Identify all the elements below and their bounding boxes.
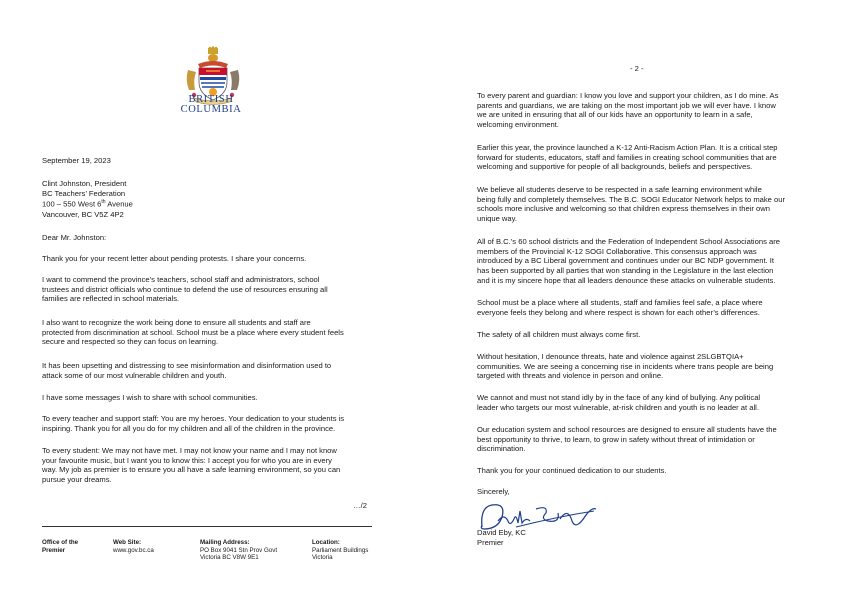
paragraph-line: It has been upsetting and distressing to see misinformation and disinformation used to (42, 361, 332, 370)
paragraph-line: discrimination. (477, 444, 526, 454)
letter-paragraph (42, 318, 344, 347)
paragraph-line: welcoming environment. (477, 120, 559, 130)
closing: Sincerely, (477, 487, 510, 496)
paragraph-line: parents and guardians, we are taking on the most important job we will ever have. I know (477, 100, 776, 110)
paragraph-line: and it is my sincere hope that all leaders denounce these attacks on vulnerable students. (477, 275, 776, 285)
letter-paragraph (477, 143, 778, 172)
paragraph-line: Thank you for your continued dedication to our students. (477, 466, 667, 475)
paragraph-line: School must be a place where all students, staff and families feel safe, a place where (477, 298, 763, 307)
footer-location: Location: Parliament Buildings Victoria (312, 539, 369, 562)
paragraph-line: inspiring. Thank you for all you do for my children and all of the children in the province. (42, 423, 336, 433)
footer-mailing-address: Mailing Address: PO Box 9041 Stn Prov Govt Victoria BC V8W 9E1 (200, 539, 278, 562)
address-line: Clint Johnston, President (42, 179, 127, 188)
paragraph-line: unique way. (477, 214, 517, 224)
letter-paragraph (42, 275, 328, 304)
paragraph-line: being fully and completely themselves. The B.C. SOGI Educator Network helps to make our (477, 194, 785, 204)
paragraph-line: welcoming and supportive for people of all backgrounds, beliefs and perspectives. (477, 162, 753, 172)
letter-paragraph (42, 414, 344, 433)
signer-name: David Eby, KC (477, 528, 526, 537)
letter-paragraph (42, 361, 331, 380)
paragraph-line: families are reflected in school materials. (42, 294, 180, 304)
paragraph-line: attack some of our most vulnerable children and youth. (42, 370, 227, 380)
footer-divider (42, 526, 372, 527)
address-line: 100 – 550 West 6th Avenue (42, 199, 133, 209)
paragraph-line: secure and respected so they can focus on learning. (42, 337, 219, 347)
logo-wordmark-columbia: COLUMBIA (180, 104, 242, 115)
letter-paragraph (42, 254, 306, 264)
paragraph-line: To every teacher and support staff: You are my heroes. Your dedication to your students is (42, 414, 345, 423)
paragraph-line: schools more inclusive and welcoming so that children express themselves in their own (477, 204, 770, 214)
letter-paragraph (477, 185, 785, 224)
paragraph-line: The safety of all children must always come first. (477, 330, 641, 339)
letter-paragraph (477, 352, 773, 381)
paragraph-line: targeted with threats and violence in person and online. (477, 371, 664, 381)
paragraph-line: Without hesitation, I denounce threats, hate and violence against 2SLGBTQIA+ (477, 352, 744, 361)
recipient-address-block (42, 179, 133, 219)
footer-office: Office of the Premier (42, 539, 79, 554)
letter-paragraph (477, 466, 667, 476)
paragraph-line: pursue your dreams. (42, 475, 112, 485)
signer-title: Premier (477, 538, 504, 547)
paragraph-line: trustees and district officials who continue to defend the use of resources ensuring all (42, 284, 328, 294)
paragraph-line: I have some messages I wish to share with school communities. (42, 393, 258, 402)
paragraph-line: To every student: We may not have met. I may not know your name and I may not know (42, 446, 337, 455)
paragraph-line: Thank you for your recent letter about pending protests. I share your concerns. (42, 254, 307, 263)
letter-paragraph (477, 91, 778, 130)
paragraph-line: To every parent and guardian: I know you love and support your children, as I do mine. As (477, 91, 779, 100)
letter-paragraph (477, 298, 763, 317)
paragraph-line: has been supported by all parties that won standing in the Legislature in the last election (477, 266, 774, 276)
paragraph-line: We believe all students deserve to be respected in a safe learning environment while (477, 185, 762, 194)
address-line: Vancouver, BC V5Z 4P2 (42, 209, 124, 219)
paragraph-line: members of the Provincial K-12 SOGI Collaborative. This consensus approach was (477, 246, 757, 256)
paragraph-line: Earlier this year, the province launched a K-12 Anti-Racism Action Plan. It is a critical step (477, 143, 778, 152)
paragraph-line: leader who targets our most vulnerable, at-risk children and youth is no leader at all. (477, 402, 759, 412)
paragraph-line: way. My job as premier is to ensure you all have a safe learning environment, so you can (42, 465, 341, 475)
paragraph-line: forward for students, educators, staff and families in creating school communities that are (477, 152, 777, 162)
letter-paragraph (477, 330, 640, 340)
paragraph-line: Our education system and school resources are designed to ensure all students have the (477, 425, 777, 434)
page-number: - 2 - (630, 64, 644, 73)
paragraph-line: introduced by a BC Liberal government and continues under our BC NDP government. It (477, 256, 775, 266)
paragraph-line: communities. We are seeing a concerning rise in incidents where trans people are being (477, 361, 774, 371)
continued-marker: …/2 (353, 501, 367, 510)
letter-paragraph (477, 393, 760, 412)
paragraph-line: We cannot and must not stand idly by in the face of any kind of bullying. Any political (477, 393, 761, 402)
logo-wordmark-british: BRITISH (188, 94, 234, 105)
footer-website: Web Site: www.gov.bc.ca (113, 539, 154, 554)
letter-date: September 19, 2023 (42, 156, 111, 165)
paragraph-line: your favourite music, but I want you to know this: I accept you for who you are in every (42, 455, 332, 465)
letter-page-1 (0, 0, 424, 600)
letter-paragraph (42, 393, 258, 403)
salutation: Dear Mr. Johnston: (42, 233, 107, 242)
letter-paragraph (42, 446, 340, 485)
paragraph-line: All of B.C.’s 60 school districts and the Federation of Independent School Associations are (477, 237, 780, 246)
letter-paragraph (477, 425, 777, 454)
address-line: BC Teachers’ Federation (42, 188, 126, 198)
paragraph-line: best opportunity to thrive, to learn, to grow in safety without threat of intimidation or (477, 434, 755, 444)
paragraph-line: protected from discrimination at school. School must be a place where every student feels (42, 327, 344, 337)
paragraph-line: I want to commend the province’s teachers, school staff and administrators, school (42, 275, 320, 284)
paragraph-line: we are united in ensuring that all of our kids have an opportunity to learn in a safe, (477, 110, 753, 120)
paragraph-line: I also want to recognize the work being done to ensure all students and staff are (42, 318, 311, 327)
letter-paragraph (477, 237, 780, 286)
paragraph-line: everyone feels they belong and where respect is shown for each other’s differences. (477, 307, 760, 317)
